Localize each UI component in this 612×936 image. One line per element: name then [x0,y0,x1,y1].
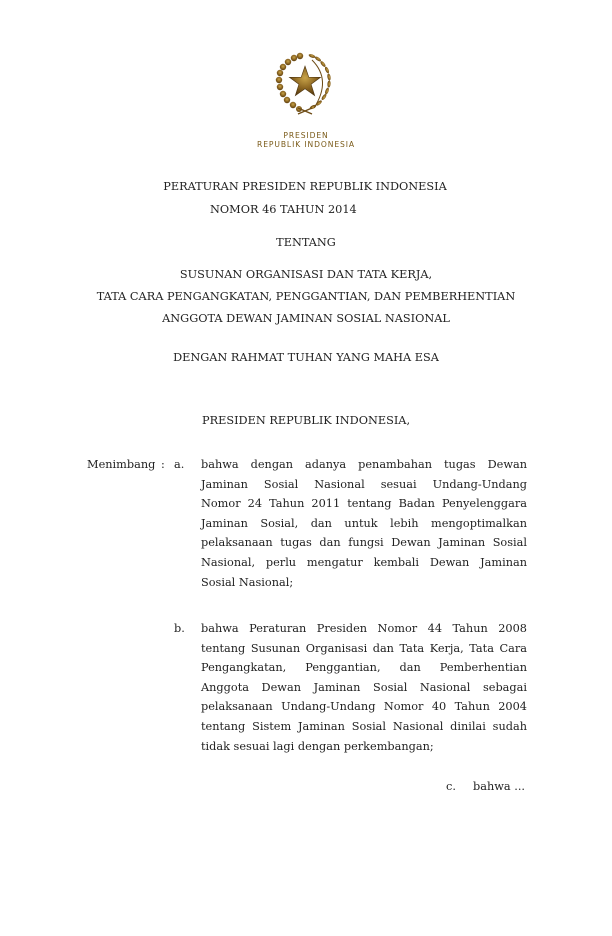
item-a-line: Nomor 24 Tahun 2011 tentang Badan Penyelenggara [201,497,527,511]
invocation: DENGAN RAHMAT TUHAN YANG MAHA ESA [173,351,439,364]
continuation-text: bahwa ... [473,780,526,793]
item-b-line: tidak sesuai lagi dengan perkembangan; [201,739,434,753]
letterhead-presiden: PRESIDEN [283,131,329,140]
item-a-line: Nasional, perlu mengatur kembali Dewan Jaminan [201,555,527,569]
item-b-line: Anggota Dewan Jaminan Sosial Nasional sebagai [201,680,527,694]
garuda-emblem-icon [272,50,338,116]
item-b-marker: b. [174,622,185,635]
considering-colon: : [161,458,165,471]
subject-line-1: SUSUNAN ORGANISASI DAN TATA KERJA, [179,268,433,281]
letterhead-republik-indonesia: REPUBLIK INDONESIA [257,140,355,149]
item-b-line: Pengangkatan, Penggantian, dan Pemberhentian [201,661,527,675]
tentang-heading: TENTANG [276,236,336,249]
item-a-line: Jaminan Sosial Nasional sesuai Undang-Undang [201,477,527,491]
item-a-line: Jaminan Sosial, dan untuk lebih mengoptimalkan [201,516,527,530]
item-b-line: pelaksanaan Undang-Undang Nomor 40 Tahun 2004 [201,700,527,714]
regulation-title: PERATURAN PRESIDEN REPUBLIK INDONESIA [163,180,447,193]
subject-line-3: ANGGOTA DEWAN JAMINAN SOSIAL NASIONAL [162,312,450,325]
subject-line-2: TATA CARA PENGANGKATAN, PENGGANTIAN, DAN PEMBERHENTIAN [96,290,516,303]
item-a-line: pelaksanaan tugas dan fungsi Dewan Jaminan Sosial [201,536,527,550]
issuer-line: PRESIDEN REPUBLIK INDONESIA, [202,414,411,427]
item-b-line: tentang Susunan Organisasi dan Tata Kerja, Tata Cara [201,641,527,655]
regulation-number: NOMOR 46 TAHUN 2014 [210,203,357,216]
item-b-line: tentang Sistem Jaminan Sosial Nasional dinilai sudah [201,719,527,733]
item-a-line: Sosial Nasional; [201,575,294,589]
item-b-line: bahwa Peraturan Presiden Nomor 44 Tahun 2008 [201,622,527,635]
item-a-marker: a. [174,458,185,471]
continuation-marker: c. [446,780,456,793]
item-a-line: bahwa dengan adanya penambahan tugas Dewan [201,458,527,471]
considering-label: Menimbang [87,458,156,471]
considering-item-a [201,455,527,592]
considering-item-b [201,619,527,756]
